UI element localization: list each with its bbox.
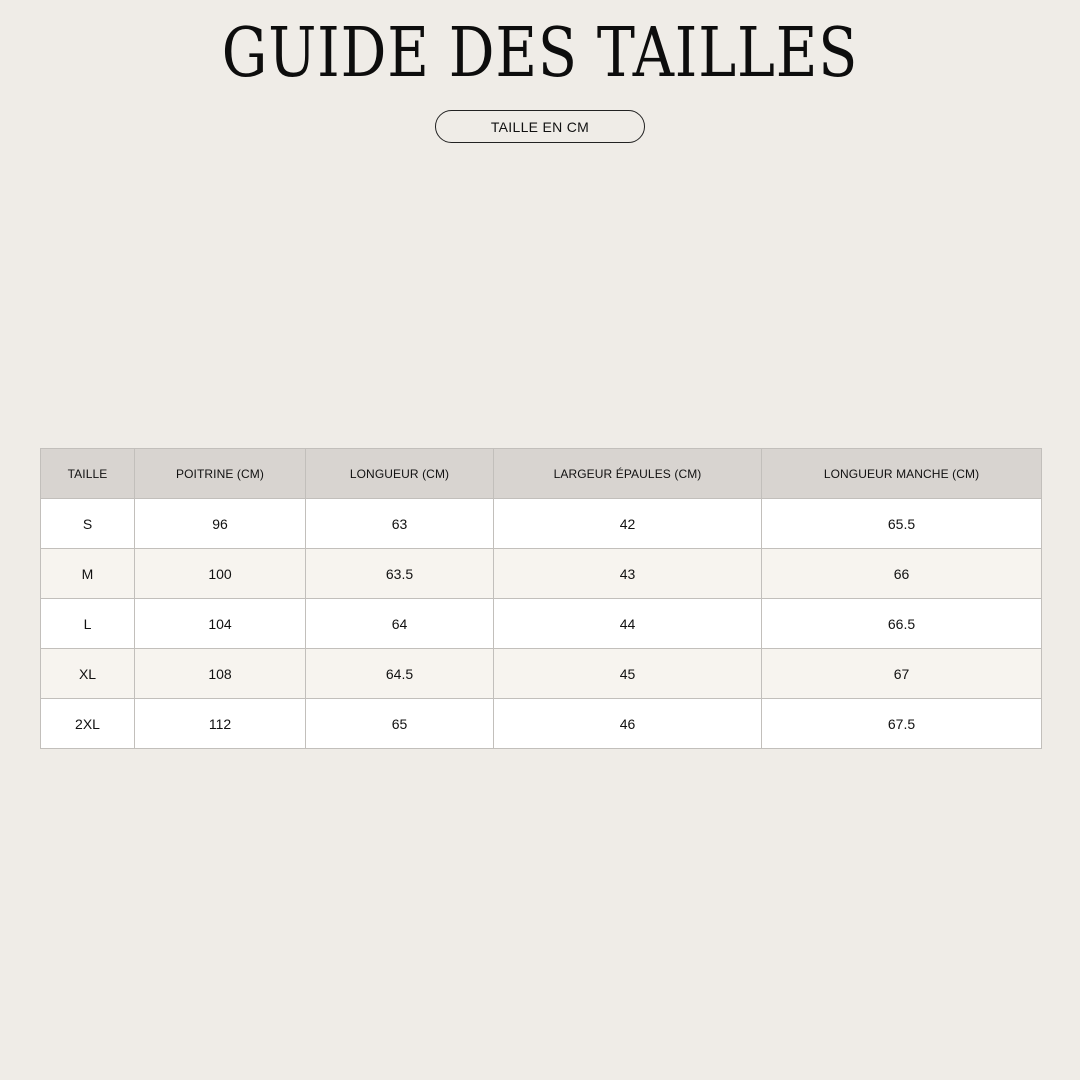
cell-size: 2XL <box>41 699 135 749</box>
cell-sleeve-length: 66 <box>762 549 1042 599</box>
table-row <box>41 649 1042 699</box>
table-row <box>41 549 1042 599</box>
cell-chest: 108 <box>135 649 306 699</box>
column-header-chest: POITRINE (CM) <box>135 449 306 499</box>
cell-size: S <box>41 499 135 549</box>
cell-shoulder-width: 43 <box>494 549 762 599</box>
table-row <box>41 599 1042 649</box>
cell-size: XL <box>41 649 135 699</box>
cell-shoulder-width: 42 <box>494 499 762 549</box>
cell-chest: 96 <box>135 499 306 549</box>
cell-shoulder-width: 46 <box>494 699 762 749</box>
size-chart-table <box>40 448 1042 749</box>
cell-sleeve-length: 65.5 <box>762 499 1042 549</box>
cell-chest: 100 <box>135 549 306 599</box>
cell-sleeve-length: 66.5 <box>762 599 1042 649</box>
table-row <box>41 499 1042 549</box>
cell-size: M <box>41 549 135 599</box>
column-header-size: TAILLE <box>41 449 135 499</box>
cell-size: L <box>41 599 135 649</box>
cell-length: 63 <box>306 499 494 549</box>
table-header-row <box>41 449 1042 499</box>
column-header-sleeve-length: LONGUEUR MANCHE (CM) <box>762 449 1042 499</box>
page-title: GUIDE DES TAILLES <box>221 14 859 93</box>
cell-sleeve-length: 67 <box>762 649 1042 699</box>
cell-shoulder-width: 44 <box>494 599 762 649</box>
cell-length: 64.5 <box>306 649 494 699</box>
unit-badge: TAILLE EN CM <box>435 110 645 143</box>
cell-chest: 104 <box>135 599 306 649</box>
table-row <box>41 699 1042 749</box>
cell-sleeve-length: 67.5 <box>762 699 1042 749</box>
cell-length: 65 <box>306 699 494 749</box>
column-header-length: LONGUEUR (CM) <box>306 449 494 499</box>
column-header-shoulder-width: LARGEUR ÉPAULES (CM) <box>494 449 762 499</box>
cell-length: 64 <box>306 599 494 649</box>
cell-chest: 112 <box>135 699 306 749</box>
cell-length: 63.5 <box>306 549 494 599</box>
cell-shoulder-width: 45 <box>494 649 762 699</box>
